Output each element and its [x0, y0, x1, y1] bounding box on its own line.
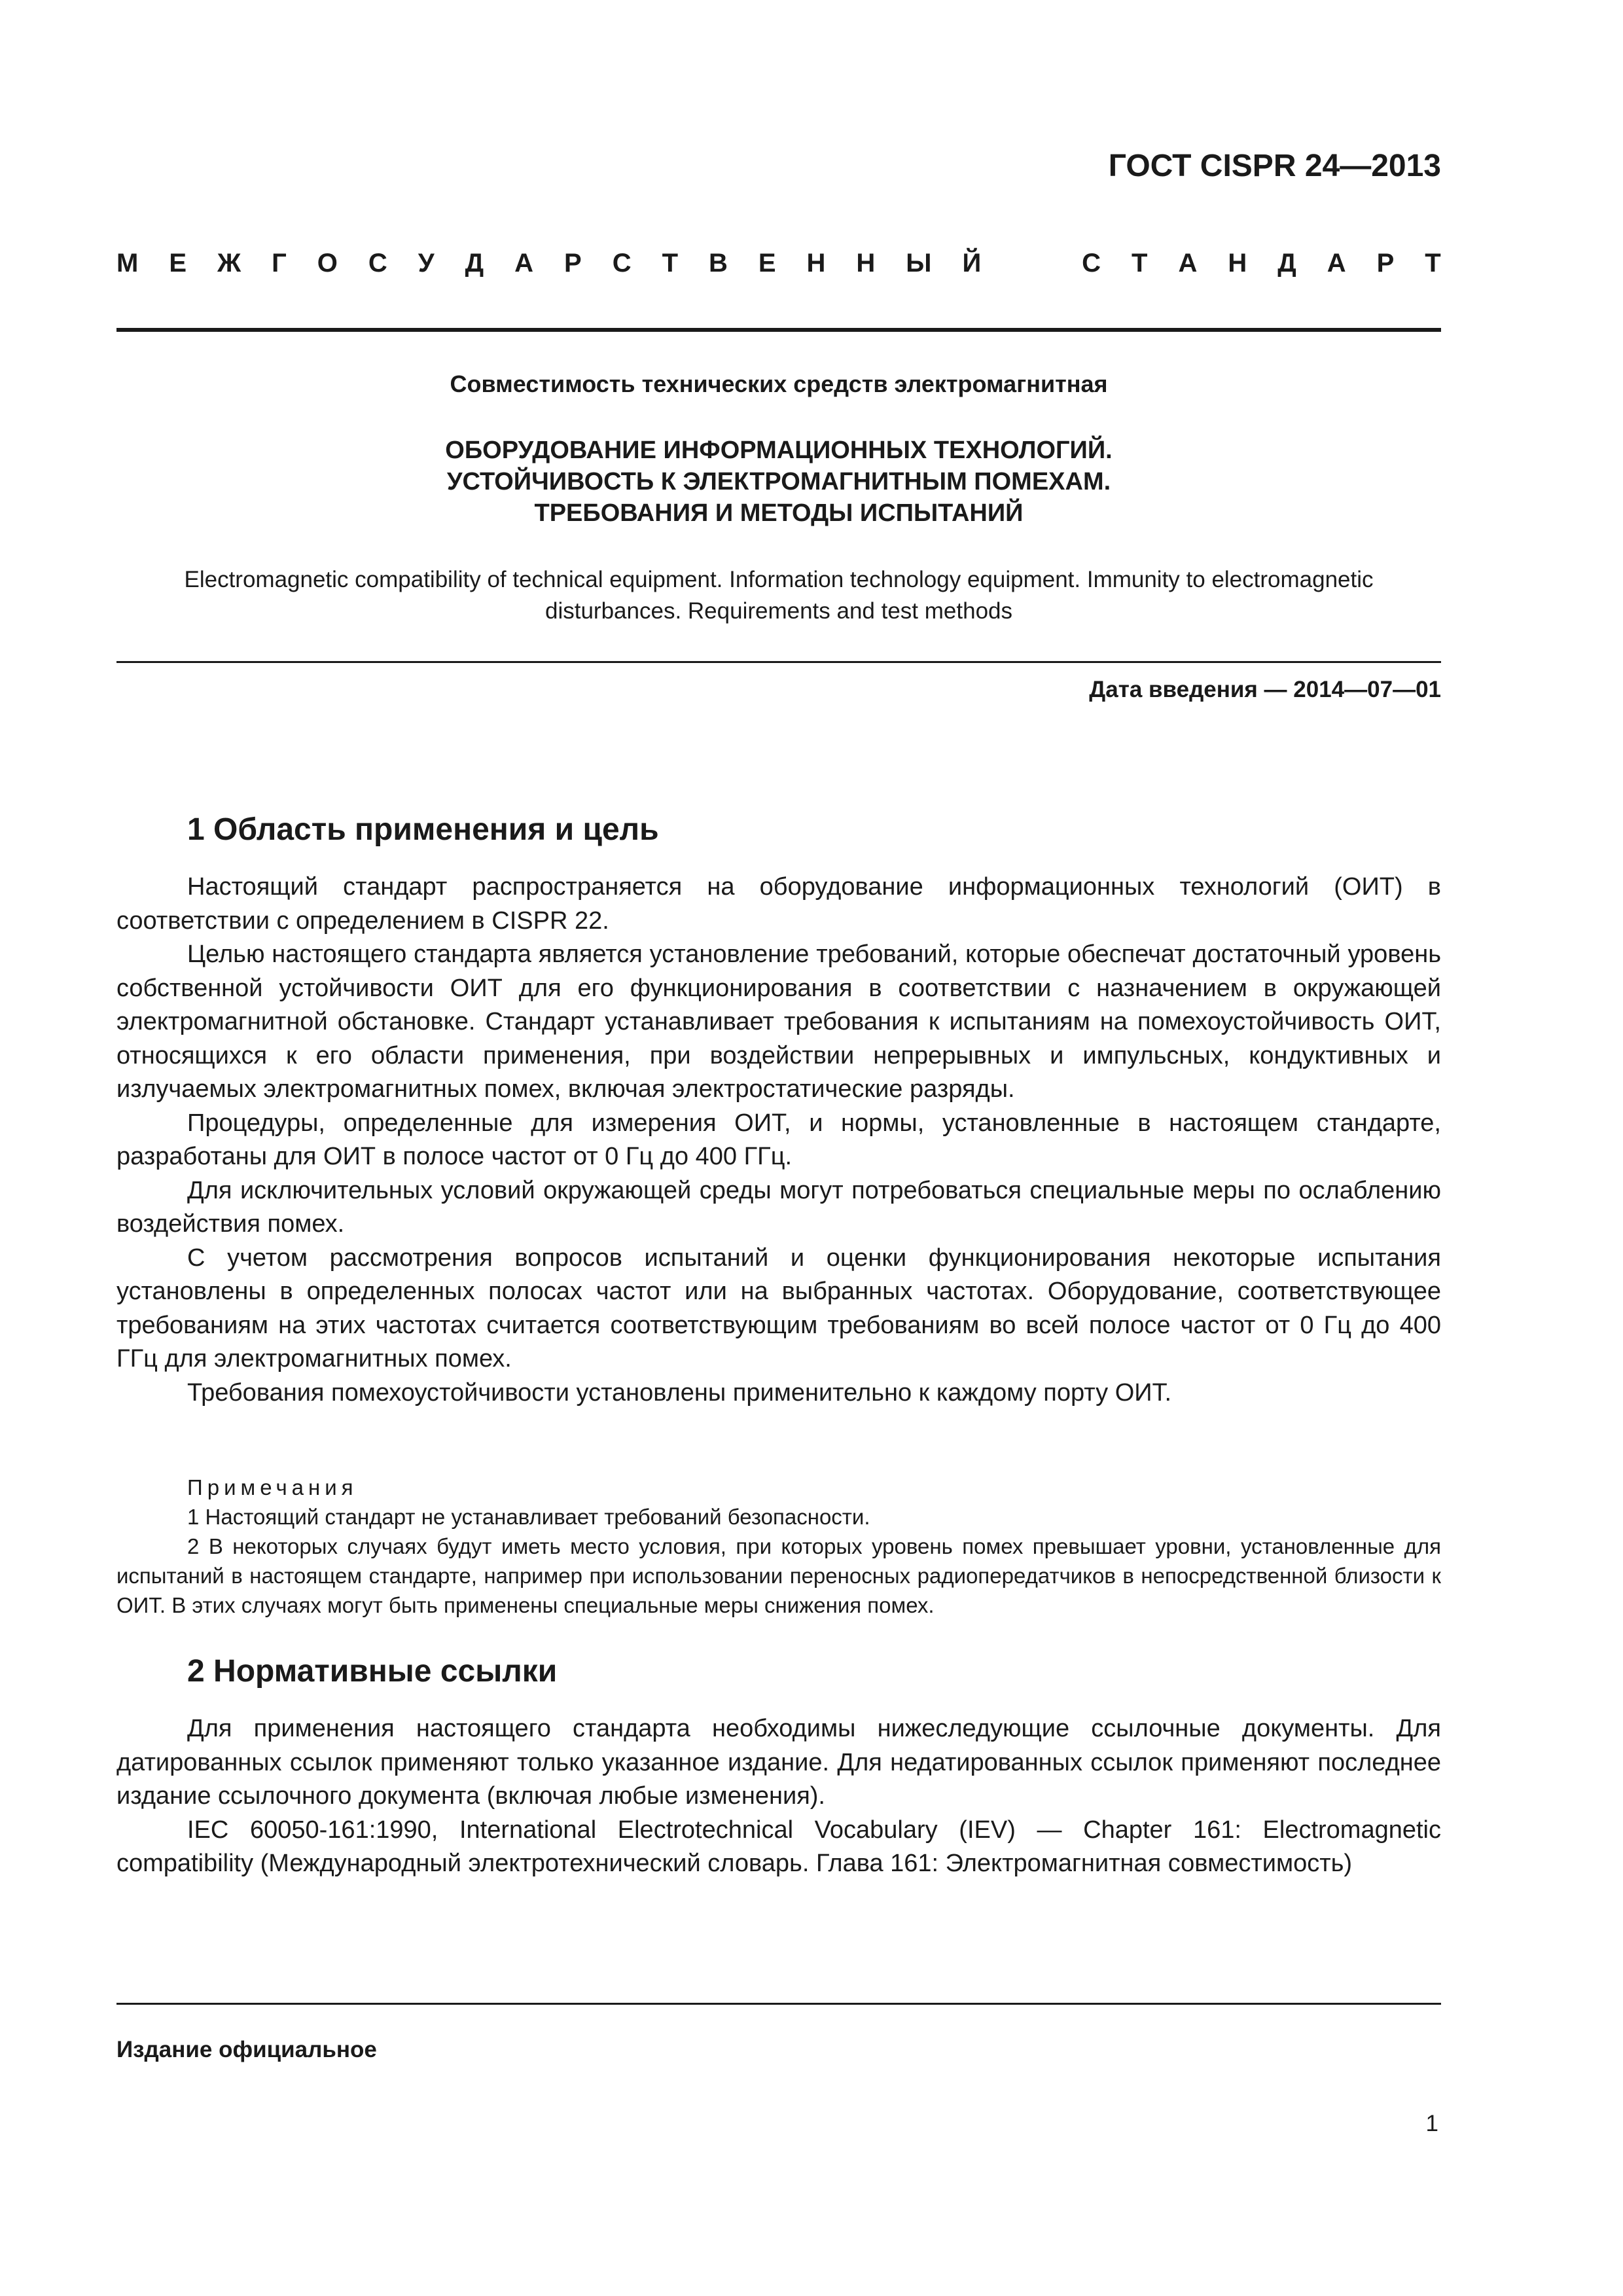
banner-word-gap — [1012, 249, 1051, 278]
banner-letter: Д — [465, 249, 484, 278]
title-line: ТРЕБОВАНИЯ И МЕТОДЫ ИСПЫТАНИЙ — [534, 499, 1024, 527]
paragraph: Процедуры, определенные для измерения ОИТ, и нормы, установленные в настоящем стандарте, разработаны для ОИТ в полосе частот от 0 Гц до 400 ГГц. — [116, 1109, 1441, 1170]
paragraph: С учетом рассмотрения вопросов испытаний и оценки функционирования некоторые испытания установлены в определенных полосах частот или на выбранных частотах. Оборудование, соответствующее требованиям на этих частотах считается соответствующим требованиям во всей полосе частот от 0 Гц до 400 ГГц для электромагнитных помех. — [116, 1244, 1441, 1372]
footer-divider — [116, 2003, 1441, 2005]
banner-letter: У — [418, 249, 435, 278]
banner-letter: В — [708, 249, 728, 278]
edition-label: Издание официальное — [116, 2037, 377, 2062]
title-divider — [116, 661, 1441, 663]
banner-letter: Е — [169, 249, 187, 278]
english-title-line: disturbances. Requirements and test methods — [545, 598, 1012, 624]
banner-letter: Е — [758, 249, 776, 278]
banner-letter: Г — [272, 249, 287, 278]
banner-letter: Т — [1132, 249, 1148, 278]
english-title-line: Electromagnetic compatibility of technical equipment. Information technology equipment. Immunity to electromagnetic — [184, 567, 1374, 592]
title-line: ОБОРУДОВАНИЕ ИНФОРМАЦИОННЫХ ТЕХНОЛОГИЙ. — [445, 437, 1113, 464]
banner-letter: Т — [662, 249, 678, 278]
paragraph: Требования помехоустойчивости установлены применительно к каждому порту ОИТ. — [187, 1378, 1172, 1407]
banner-letter: С — [1082, 249, 1101, 278]
note-item: 1 Настоящий стандарт не устанавливает требований безопасности. — [187, 1505, 870, 1529]
banner-letter: А — [1327, 249, 1346, 278]
banner-letter: Ж — [217, 249, 241, 278]
english-title — [116, 564, 1441, 627]
header-divider — [116, 328, 1441, 332]
introduction-date: Дата введения — 2014—07—01 — [1089, 677, 1441, 702]
document-code: ГОСТ CISPR 24—2013 — [1108, 149, 1441, 183]
notes-block — [116, 1473, 1441, 1620]
note-item: 2 В некоторых случаях будут иметь место условия, при которых уровень помех превышает уровни, установленные для испытаний в настоящем стандарте, например при использовании переносных радиопередатчиков в непосредственной близости к ОИТ. В этих случаях могут быть применены специальные меры снижения помех. — [116, 1534, 1441, 1617]
banner-letter: С — [368, 249, 387, 278]
banner-letter: Н — [856, 249, 876, 278]
section-2-body — [116, 1712, 1441, 1881]
banner-letter: Р — [564, 249, 582, 278]
paragraph: Целью настоящего стандарта является установление требований, которые обеспечат достаточный уровень собственной устойчивости ОИТ для его функционирования в соответствии с назначением в окружающей электромагнитной обстановке. Стандарт устанавливает требования к испытаниям на помехоустойчивость ОИТ, относящихся к его области применения, при воздействии непрерывных и импульсных, кондуктивных и излучаемых электромагнитных помех, включая электростатические разряды. — [116, 941, 1441, 1103]
banner-letter: А — [514, 249, 534, 278]
notes-label: Примечания — [187, 1475, 358, 1499]
document-page — [116, 0, 1441, 2296]
section-2-heading: 2 Нормативные ссылки — [187, 1654, 558, 1689]
banner-letter: С — [612, 249, 632, 278]
reference-item: IEC 60050-161:1990, International Electrotechnical Vocabulary (IEV) — Chapter 161: Electromagnetic compatibility (Международный электротехнический словарь. Глава 161: Электромагнитная совместимость) — [116, 1816, 1441, 1877]
interstate-standard-banner — [116, 249, 1441, 278]
document-title — [116, 435, 1441, 529]
banner-letter: Й — [962, 249, 982, 278]
paragraph: Для применения настоящего стандарта необходимы нижеследующие ссылочные документы. Для датированных ссылок применяют только указанное издание. Для недатированных ссылок применяют последнее издание ссылочного документа (включая любые изменения). — [116, 1715, 1441, 1810]
title-line: УСТОЙЧИВОСТЬ К ЭЛЕКТРОМАГНИТНЫМ ПОМЕХАМ. — [446, 468, 1111, 495]
paragraph: Настоящий стандарт распространяется на оборудование информационных технологий (ОИТ) в соответствии с определением в CISPR 22. — [116, 873, 1441, 935]
banner-letter: Н — [806, 249, 826, 278]
section-1-body — [116, 870, 1441, 1410]
banner-letter: М — [116, 249, 139, 278]
banner-letter: Д — [1277, 249, 1296, 278]
paragraph: Для исключительных условий окружающей среды могут потребоваться специальные меры по ослаблению воздействия помех. — [116, 1176, 1441, 1238]
banner-letter: Ы — [906, 249, 932, 278]
banner-letter: О — [317, 249, 338, 278]
section-1-heading: 1 Область применения и цель — [187, 812, 659, 847]
banner-letter: А — [1178, 249, 1198, 278]
document-subject: Совместимость технических средств электромагнитная — [450, 370, 1108, 397]
banner-letter: Т — [1425, 249, 1441, 278]
banner-letter: Н — [1228, 249, 1247, 278]
banner-letter: Р — [1376, 249, 1395, 278]
page-number: 1 — [1425, 2111, 1438, 2136]
